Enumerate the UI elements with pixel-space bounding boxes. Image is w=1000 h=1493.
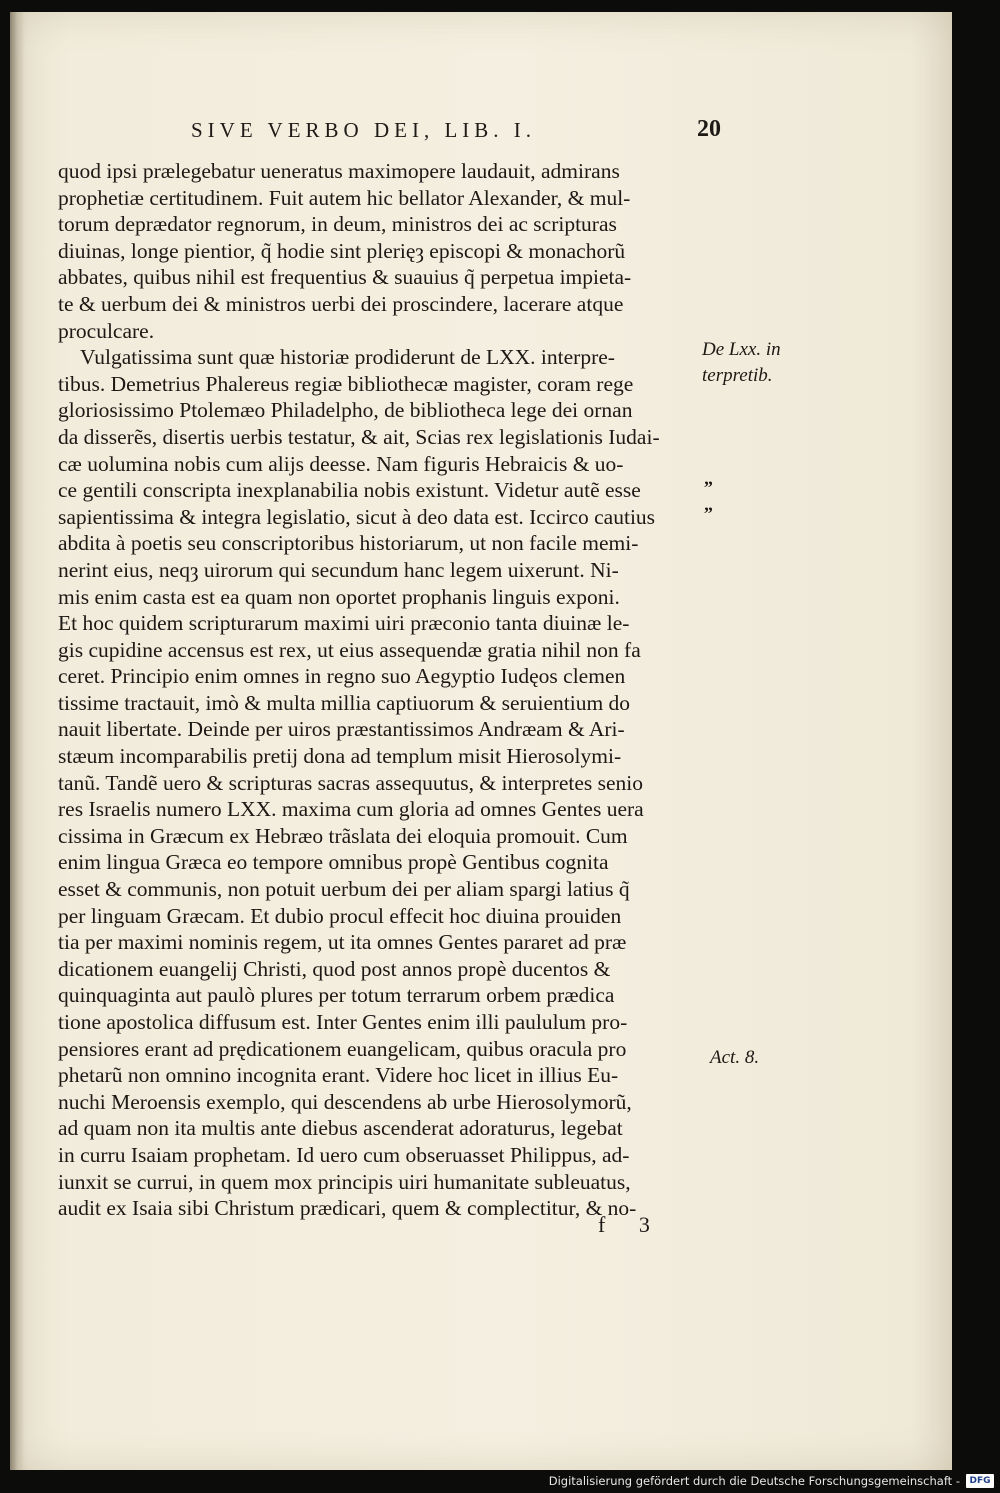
text-line: pensiores erant ad prędicationem euangelicam, quibus oracula pro bbox=[58, 1036, 627, 1061]
running-title: SIVE VERBO DEI, LIB. I. bbox=[191, 118, 537, 142]
text-line: quod ipsi prælegebatur ueneratus maximopere laudauit, admirans bbox=[58, 159, 620, 183]
text-line: iunxit se currui, in quem mox principis uiri humanitate subleuatus, bbox=[58, 1169, 631, 1194]
signature-mark: f 3 bbox=[598, 1212, 664, 1237]
quotation-mark: „ bbox=[704, 468, 713, 488]
text-line: abbates, quibus nihil est frequentius & suauius q̃ perpetua impieta- bbox=[58, 265, 632, 290]
text-line: ad quam non ita multis ante diebus ascenderat adoraturus, legebat bbox=[58, 1116, 623, 1141]
text-line: ceret. Principio enim omnes in regno suo Aegyptio Iudęos clemen bbox=[58, 664, 626, 689]
running-head bbox=[191, 110, 721, 144]
text-line: prophetiæ certitudinem. Fuit autem hic bellator Alexander, & mul- bbox=[58, 185, 631, 210]
text-line: res Israelis numero LXX. maxima cum gloria ad omnes Gentes uera bbox=[58, 797, 644, 822]
main-text-block bbox=[58, 158, 718, 1222]
quotation-mark: „ bbox=[704, 494, 713, 514]
text-line-paragraph-start: Vulgatissima sunt quæ historiæ prodiderunt de LXX. interpre- bbox=[80, 345, 615, 370]
text-line: phetarũ non omnino incognita erant. Videre hoc licet in illius Eu- bbox=[58, 1063, 619, 1088]
text-line: nuchi Meroensis exemplo, qui descendens ab urbe Hierosolymorũ, bbox=[58, 1089, 632, 1114]
text-line: torum deprædator regnorum, in deum, ministros dei ac scripturas bbox=[58, 212, 617, 237]
text-line: esset & communis, non potuit uerbum dei per aliam spargi latius q̃ bbox=[58, 877, 630, 902]
text-line: quinquaginta aut paulò plures per totum terrarum orbem prædica bbox=[58, 983, 615, 1008]
text-line: Et hoc quidem scripturarum maximi uiri præconio tanta diuinæ le- bbox=[58, 611, 630, 636]
text-line: nerint eius, neqȝ uirorum qui secundum hanc legem uixerunt. Ni- bbox=[58, 557, 619, 582]
text-line: abdita à poetis seu conscriptoribus historiarum, ut non facile memi- bbox=[58, 531, 639, 556]
folio-number: 20 bbox=[697, 116, 721, 142]
funding-credit: Digitalisierung gefördert durch die Deutsche Forschungsgemeinschaft - bbox=[548, 1474, 960, 1488]
text-line: tibus. Demetrius Phalereus regiæ bibliothecæ magister, coram rege bbox=[58, 371, 634, 396]
text-line: dicationem euangelij Christi, quod post annos propè ducentos & bbox=[58, 956, 611, 981]
margin-note-lxx-continued: terpretib. bbox=[702, 365, 773, 386]
margin-note-lxx: De Lxx. in bbox=[702, 339, 781, 360]
text-line: cæ uolumina nobis cum alijs deesse. Nam figuris Hebraicis & uo- bbox=[58, 451, 624, 476]
text-line: per linguam Græcam. Et dubio procul effecit hoc diuina prouiden bbox=[58, 903, 622, 928]
text-line: mis enim casta est ea quam non oportet prophanis linguis exponi. bbox=[58, 584, 620, 609]
text-line: gis cupidine accensus est rex, ut eius assequendæ gratia nihil non fa bbox=[58, 637, 641, 662]
text-line: ce gentili conscripta inexplanabilia nobis existunt. Videtur autẽ esse bbox=[58, 478, 641, 503]
text-line: tissime tractauit, imò & multa millia captiuorum & seruientium do bbox=[58, 690, 631, 715]
text-line: sapientissima & integra legislatio, sicut à deo data est. Iccirco cautius bbox=[58, 504, 656, 529]
text-line: cissima in Græcum ex Hebræo trãslata dei eloquia promouit. Cum bbox=[58, 823, 628, 848]
text-line: proculcare. bbox=[58, 318, 155, 343]
text-line: enim lingua Græca eo tempore omnibus propè Gentibus cognita bbox=[58, 850, 609, 875]
text-line: da disserẽs, disertis uerbis testatur, & ait, Scias rex legislationis Iudai- bbox=[58, 424, 660, 449]
text-line: stæum incomparabilis pretij dona ad templum misit Hierosolymi- bbox=[58, 744, 622, 769]
text-line: diuinas, longe pientior, q̃ hodie sint plerięȝ episcopi & monachorũ bbox=[58, 238, 626, 263]
dfg-logo-icon: DFG bbox=[966, 1474, 994, 1488]
text-line: tione apostolica diffusum est. Inter Gentes enim illi paululum pro- bbox=[58, 1010, 628, 1034]
text-line: audit ex Isaia sibi Christum prædicari, quem & complectitur, & no- bbox=[58, 1196, 637, 1221]
text-line: tanũ. Tandẽ uero & scripturas sacras assequutus, & interpretes senio bbox=[58, 770, 644, 795]
page-gutter-shadow bbox=[10, 12, 24, 1470]
book-page bbox=[10, 12, 952, 1470]
text-line: tia per maximi nominis regem, ut ita omnes Gentes pararet ad præ bbox=[58, 930, 627, 955]
text-line: gloriosissimo Ptolemæo Philadelpho, de bibliotheca lege dei ornan bbox=[58, 398, 633, 423]
text-line: in curru Isaiam prophetam. Id uero cum obseruasset Philippus, ad- bbox=[58, 1142, 630, 1167]
footer-bar bbox=[0, 1470, 1000, 1493]
text-line: nauit libertate. Deinde per uiros præstantissimos Andræam & Ari- bbox=[58, 717, 625, 742]
margin-note-acts: Act. 8. bbox=[710, 1047, 760, 1068]
text-line: te & uerbum dei & ministros uerbi dei proscindere, lacerare atque bbox=[58, 291, 624, 316]
